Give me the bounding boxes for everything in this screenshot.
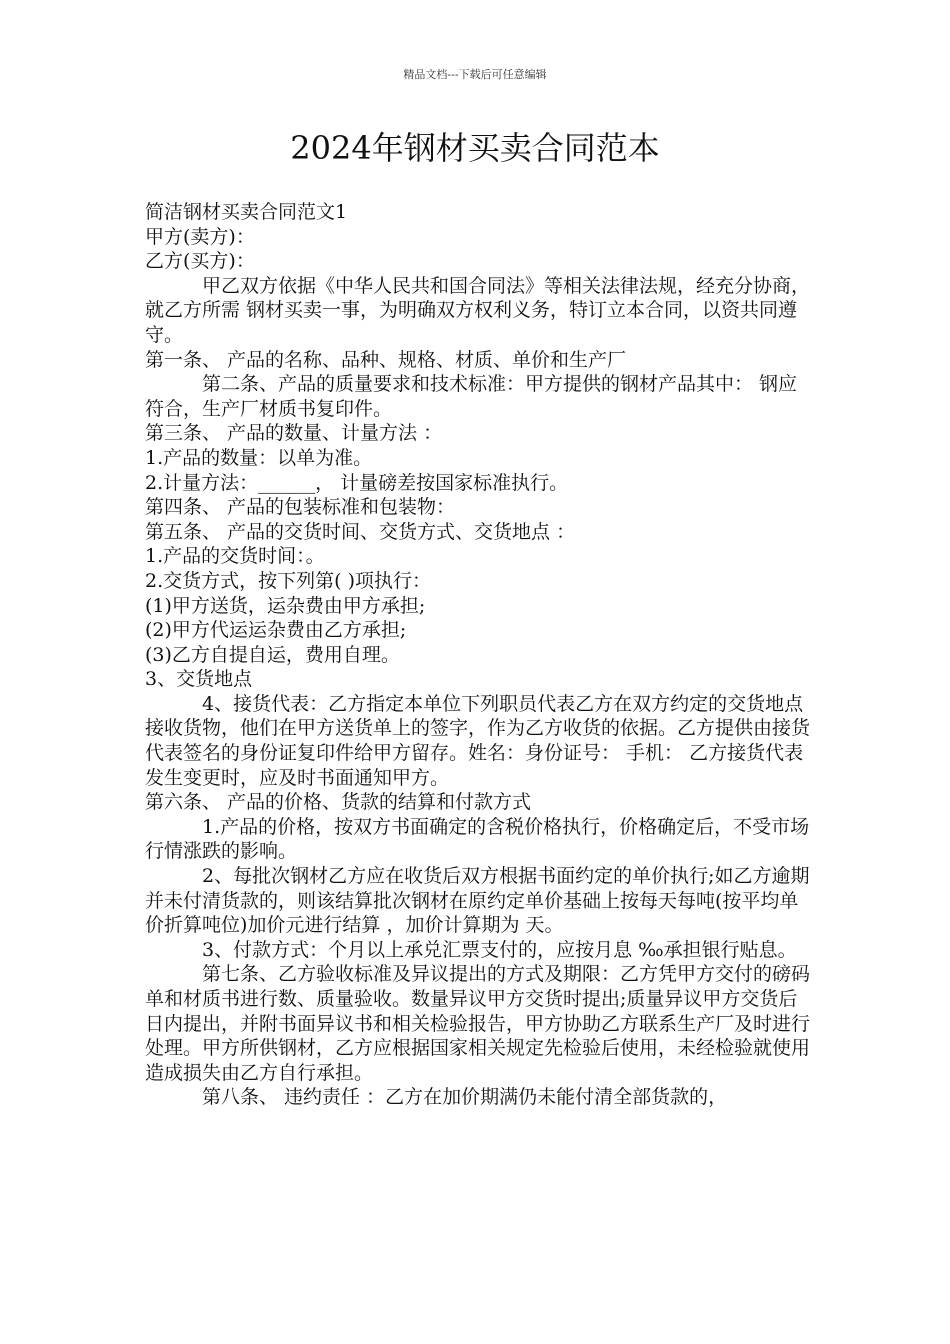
paragraph: 2.计量方法：______， 计量磅差按国家标准执行。 — [145, 471, 569, 494]
paragraph: 乙方(买方)： — [145, 250, 255, 273]
document-body — [145, 200, 815, 1110]
paragraph: 第六条、 产品的价格、货款的结算和付款方式 — [145, 791, 532, 814]
paragraph: 第二条、产品的质量要求和技术标准：甲方提供的钢材产品其中： 钢应符合，生产厂材质书复印件。 — [145, 373, 798, 420]
paragraph: 甲方(卖方)： — [145, 225, 255, 248]
paragraph: (3)乙方自提自运，费用自理。 — [145, 643, 400, 666]
paragraph: 第七条、乙方验收标准及异议提出的方式及期限：乙方凭甲方交付的磅码单和材质书进行数、质量验收。数量异议甲方交货时提出;质量异议甲方交货后日内提出，并附书面异议书和相关检验报告，甲方协助乙方联系生产厂及时进行处理。甲方所供钢材，乙方应根据国家相关规定先检验后使用，未经检验就使用造成损失由乙方自行承担。 — [145, 963, 811, 1084]
paragraph: 2.交货方式，按下列第( )项执行： — [145, 569, 431, 592]
paragraph: 1.产品的交货时间：。 — [145, 545, 325, 568]
paragraph: 1.产品的价格，按双方书面确定的含税价格执行，价格确定后，不受市场行情涨跌的影响。 — [145, 815, 810, 863]
paragraph: 第四条、 产品的包装标准和包装物： — [145, 496, 456, 519]
paragraph: 第一条、 产品的名称、品种、规格、材质、单价和生产厂 — [145, 348, 627, 371]
document-title: 2024年钢材买卖合同范本 — [290, 129, 660, 167]
paragraph: 4、接货代表：乙方指定本单位下列职员代表乙方在双方约定的交货地点接收货物，他们在甲方送货单上的签字，作为乙方收货的依据。乙方提供由接货代表签名的身份证复印件给甲方留存。姓名：身份证号： 手机： 乙方接货代表发生变更时，应及时书面通知甲方。 — [145, 692, 811, 789]
paragraph: 第三条、 产品的数量、计量方法 ： — [145, 422, 443, 445]
paragraph: 1.产品的数量：以单为准。 — [145, 446, 373, 469]
paragraph: 第八条、 违约责任 ：乙方在加价期满仍未能付清全部货款的， — [202, 1086, 728, 1109]
paragraph: 第五条、 产品的交货时间、交货方式、交货地点 ： — [145, 520, 576, 543]
paragraph: 甲乙双方依据《中华人民共和国合同法》等相关法律法规，经充分协商，就乙方所需 钢材买卖一事，为明确双方权利义务，特订立本合同，以资共同遵守。 — [145, 274, 811, 346]
paragraph: 3、交货地点 — [145, 668, 253, 691]
paragraph: 2、每批次钢材乙方应在收货后双方根据书面约定的单价执行;如乙方逾期并未付清货款的，则该结算批次钢材在原约定单价基础上按每天每吨(按平均单价折算吨位)加价元进行结算 ，加价计算期为 天。 — [145, 865, 810, 937]
paragraph: 简洁钢材买卖合同范文1 — [145, 201, 348, 223]
page-header: 精品文档---下载后可任意编辑 — [403, 68, 547, 81]
paragraph: (1)甲方送货，运杂费由甲方承担; — [145, 594, 426, 617]
paragraph: 3、付款方式：个月以上承兑汇票支付的，应按月息 ‰承担银行贴息。 — [202, 938, 797, 961]
paragraph: (2)甲方代运运杂费由乙方承担; — [145, 619, 407, 642]
